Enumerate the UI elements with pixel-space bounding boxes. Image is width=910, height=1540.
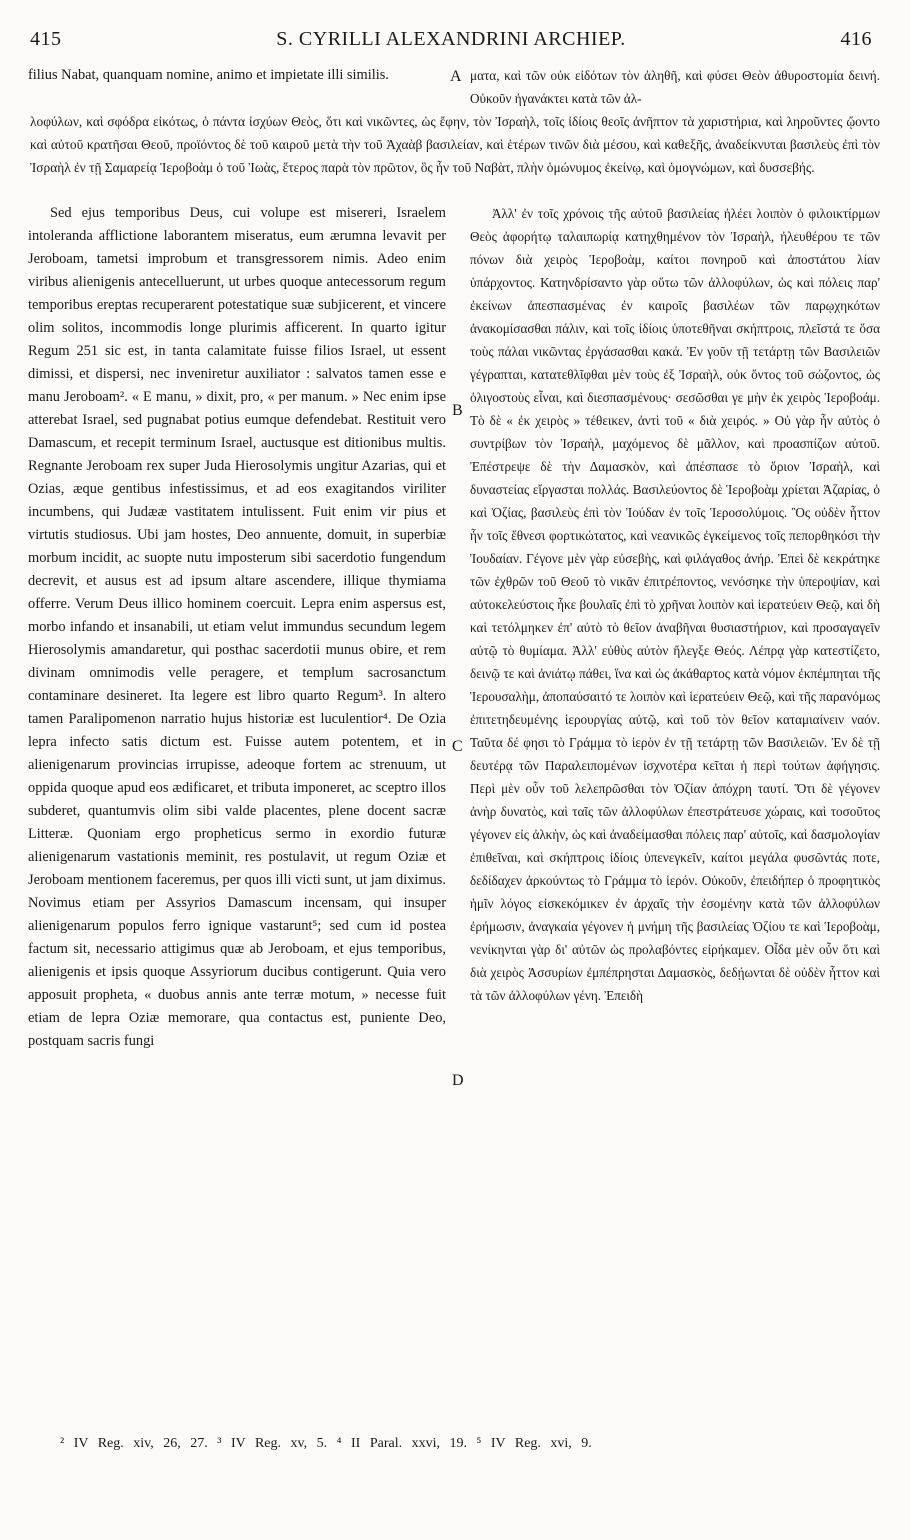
latin-body-text: Sed ejus temporibus Deus, cui volupe est misereri, Israelem intoleranda afflictione laborantem miseratus, eum ærumna levavit per Jeroboam, tametsi improbum et transgressorem nimis. Adeo enim viribus alienigenis antecelluerunt, ut urbes quoque antecessorum regum temporibus ereptas recuperarent potestatique suæ subjicerent, et vincere olim solitos, incommodis longe plurimis afficerent. In quarto igitur Regum 251 sic est, in tanta calamitate fuisse filios Israel, ut essent dimissi, et dispersi, nec inveniretur auxiliator : salvatos tamen esse e manu Jeroboam². « E manu, » dixit, pro, « per manum. » Nec enim ipse atterebat Israel, sed pugnabat potius eumque defendebat. Restituit vero Damascum, et recepit terminum Israel, auctusque est ditionibus multis. Regnante Jeroboam rex super Juda Hierosolymis ungitur Azarias, qui et Ozias, æque gentibus infestissimus, et ad eos exagitandos viriliter incumbens, qui Judææ vastitatem intulissent. Fuit enim vir pius et virtutis studiosus. Ubi jam hostes, Deo annuente, domuit, in superbiæ morbum incidit, ac suopte nutu imposterum sibi sacerdotio fungendum decrevit, et ausus est ad ipsum altare ascendere, illique thymiama offerre. Verum Deus illico hominem coercuit. Lepra enim aspersus est, morbo infando et insanabili, ut etiam velut immundus secundum legem Hierosolymis amandaretur, qui posthac sacerdotii munus obire, et rem divinam omnimodis velle peragere, et templum sacrosanctum contaminare desineret. Ita legere est libro quarto Regum³. In altero tamen Paralipomenon narratio hujus historiæ est luculentior⁴. De Ozia lepra infecto satis dictum est. Fuisse autem potentem, et in alienigenarum provincias irrupisse, adeoque fortem ac strenuum, ut oppida quoque apud eos ædificaret, et tributa imponeret, ac sceptro illos subderet, quantumvis olim sibi valde placentes, plene docent sacræ Litteræ. Quoniam ergo propheticus sermo in exordio futuræ alienigenarum vastationis meminit, res postulavit, ut regum Oziæ et Jeroboam mentionem faceremus, per quos illi victi sunt, ut jam diximus. Novimus etiam per Assyrios Damascum incensam, qui insuper alienigenarum populos ferro ignique vastarunt⁵; sed cum id postea factum sit, necessario attigimus quæ ab Jeroboam, et ejus temporibus, alienigenis et ipsis quoque Assyriorum ducibus contigerunt. Quia vero apposuit propheta, « duobus annis ante terræ motum, » necesse fuit etiam de lepra Oziæ memorare, qua contactus est, puniente Deo, postquam sacris fungi [28,205,446,1049]
page-number-left: 415 [30,28,62,50]
margin-letter-d: D [452,1072,464,1089]
margin-letter-a: A [450,68,462,85]
page-number-right: 416 [840,28,872,50]
full-width-greek [30,110,880,179]
running-title: S. CYRILLI ALEXANDRINI ARCHIEP. [276,28,626,50]
margin-letter-b: B [452,402,463,419]
greek-column [470,202,880,1007]
margin-letter-c: C [452,738,463,755]
full-width-greek-text: λοφύλων, καὶ σφόδρα εἰκότως, ὁ πάντα ἰσχύων Θεὸς, ὅτι καὶ νικῶντες, ὡς ἔφην, τὸν Ἰσραὴλ, τοῖς ἰδίοις θεοῖς ἀνῆπτον τὰ χαριστήρια, καὶ ληροῦντες ᾤοντο καὶ αὐτοῦ κρατῆσαι Θεοῦ, προϊόντος δὲ τοῦ καιροῦ μετὰ τὴν τοῦ Ἀχαὰβ βασιλείαν, καὶ ἑτέρων τινῶν διὰ μέσου, καὶ καθεξῆς, ἀναδείκνυται βασιλεὺς ἐπὶ τὸν Ἰσραὴλ ἐν τῇ Σαμαρείᾳ Ἱεροβοὰμ ὁ τοῦ Ἰωὰς, ἕτερος παρὰ τὸν πρῶτον, ὃς ἦν τοῦ Ναβὰτ, πλὴν ὁμώνυμος ἐκείνῳ, καὶ ὁμογνώμων, καὶ δυσσεβής. [30,114,880,175]
top-latin-column [28,64,446,87]
top-greek-text: ματα, καὶ τῶν οὐκ εἰδότων τὸν ἀληθῆ, καὶ φύσει Θεὸν ἀθυροστομία δεινή. Οὐκοῦν ἠγανάκτει κατὰ τῶν ἀλ- [470,68,880,106]
footnotes: ² IV Reg. xiv, 26, 27. ³ IV Reg. xv, 5. ⁴ II Paral. xxvi, 19. ⁵ IV Reg. xvi, 9. [60,1436,592,1451]
greek-body-text: Ἀλλ' ἐν τοῖς χρόνοις τῆς αὐτοῦ βασιλείας ἠλέει λοιπὸν ὁ φιλοικτίρμων Θεὸς ἀφορήτῳ ταλαιπωρίᾳ κατηχθημένον τὸν Ἰσραὴλ, ἠλευθέρου τε τῶν πόνων διὰ χειρὸς Ἱεροβοὰμ, καίτοι πονηροῦ καὶ ἀποστάτου λίαν ὑπάρχοντος. Κατηνδρίσαντο γὰρ οὕτω τῶν ἀλλοφύλων, ὡς καὶ πόλεις παρ' ἐκείνων ἀπεσπασμένας ἐν καιροῖς βασιλέων τῶν παρῳχηκότων ἀνακομίσασθαι πάλιν, καὶ τοῖς ἰδίοις ὑποτεθῆναι σκήπτροις, πλεῖστά τε ὅσα τοὺς πάλαι νικῶντας ἐργάσασθαι κακά. Ἐν γοῦν τῇ τετάρτῃ τῶν Βασιλειῶν γέγραπται, κατατεθλῖφθαι μὲν τοὺς ἐξ Ἰσραὴλ, οὐκ ὄντος τοῦ σώζοντος, ὡς ὀλιγοστοὺς εἶναι, καὶ διεσπασμένους· σεσῶσθαι γε μὴν ἐκ χειρὸς Ἱεροβοάμ. Τὸ δὲ « ἐκ χειρὸς » τέθεικεν, ἀντὶ τοῦ « διὰ χειρός. » Οὐ γὰρ ἦν αὐτὸς ὁ συντρίβων τὸν Ἰσραὴλ, μαχόμενος δὲ μᾶλλον, καὶ προασπίζων αὐτοῦ. Ἐπέστρεψε δὲ τὴν Δαμασκὸν, καὶ ἀπέσπασε τὸ ὅριον Ἰσραὴλ, καὶ δυναστείας εἴργασται πολλάς. Βασιλεύοντος δὲ Ἱεροβοὰμ χρίεται Ἀζαρίας, ὁ καὶ Ὀζίας, βασιλεὺς ἐπὶ τὸν Ἰούδαν ἐν τοῖς Ἱεροσολύμοις. Ὃς οὐδὲν ἧττον ἦν τοῖς ἔθνεσι φορτικώτατος, καὶ νεανικῶς ἐγκείμενος τοῖς πεπορθηκόσι τὴν Ἰουδαίαν. Γέγονε μὲν γὰρ εὐσεβὴς, καὶ φιλάγαθος ἀνήρ. Ἐπεὶ δὲ κεκράτηκε τῶν ἐχθρῶν τοῦ Θεοῦ τὸ νικᾶν ἐπιτρέποντος, νενόσηκε τὴν ὑπεροψίαν, καὶ αὐτοκελεύστοις ἧκε βουλαῖς ἐπὶ τὸ χρῆναι λοιπὸν καὶ ἱερατεύειν Θεῷ, καὶ δὴ καὶ τετόλμηκεν ἐπ' αὐτὸ τὸ θεῖον ἀναβῆναι θυσιαστήριον, καὶ προσαγαγεῖν αὐτῷ τὸ θυμίαμα. Ἀλλ' εὐθὺς αὐτὸν ἤλεγξε Θεός. Λέπρᾳ γὰρ κατεστίζετο, δεινῷ τε καὶ ἀνιάτῳ πάθει, ἵνα καὶ ὡς ἀκάθαρτος κατὰ νόμον ἐκπέμπηται τῆς Ἱερουσαλὴμ, ἀποπαύσαιτό τε λοιπὸν καὶ ἱερατεύειν Θεῷ, καὶ τῆς παρανόμως ἐπιτετηδευμένης ἱερουργίας αὐτῷ, καὶ τοῦ τὸν θεῖον καταμιαίνειν ναόν. Ταῦτα δέ φησι τὸ Γράμμα τὸ ἱερὸν ἐν τῇ τετάρτῃ τῶν Βασιλειῶν. Ἐν δὲ τῇ δευτέρᾳ τῶν Παραλειπομένων ἰσχνοτέρα κεῖται ἡ περὶ τούτων ἀφήγησις. Περὶ μὲν οὖν τοῦ λελεπρῶσθαι τὸν Ὀζίαν ἀπόχρη ταυτί. Ὅτι δὲ γέγονεν ἀνὴρ δυνατὸς, καὶ ταῖς τῶν ἀλλοφύλων ἐπεστράτευσε χώραις, καὶ τοσοῦτος γέγονεν εἰς ἀλκὴν, ὡς καὶ ἀναδείμασθαι πόλεις παρ' αὐτοῖς, καὶ δασμολογίαν ἐπιθεῖναι, καὶ σκήπτροις ἰδίοις ὑπενεγκεῖν, καίτοι μεγάλα φυσῶντάς ποτε, δεδίδαχεν ἀρκούντως τὸ Γράμμα τὸ ἱερόν. Οὐκοῦν, ἐπειδήπερ ὁ προφητικὸς ἡμῖν λόγος εἰσκεκόμικεν ἐν ἀρχαῖς τὴν ἐσομένην κατὰ τῶν ἀλλοφύλων ἐρήμωσιν, ἀναγκαία γέγονεν ἡ μνήμη τῆς βασιλείας Ὀζίου τε καὶ Ἱεροβοὰμ, νενίκηνται γὰρ δι' αὐτῶν ὡς προλαβόντες εἰρήκαμεν. Οἶδα μὲν οὖν ὅτι καὶ διὰ χειρὸς Ἀσσυρίων ἐμπέπρησται Δαμασκὸς, δεδῄωνται δὲ οὐδὲν ἧττον καὶ τὰ τῶν ἀλλοφύλων γένη. Ἐπειδὴ [470,206,880,1003]
latin-column [28,202,446,1053]
page-header [30,28,872,52]
top-greek-column [470,64,880,110]
top-latin-text: filius Nabat, quanquam nomine, animo et impietate illi similis. [28,67,389,83]
